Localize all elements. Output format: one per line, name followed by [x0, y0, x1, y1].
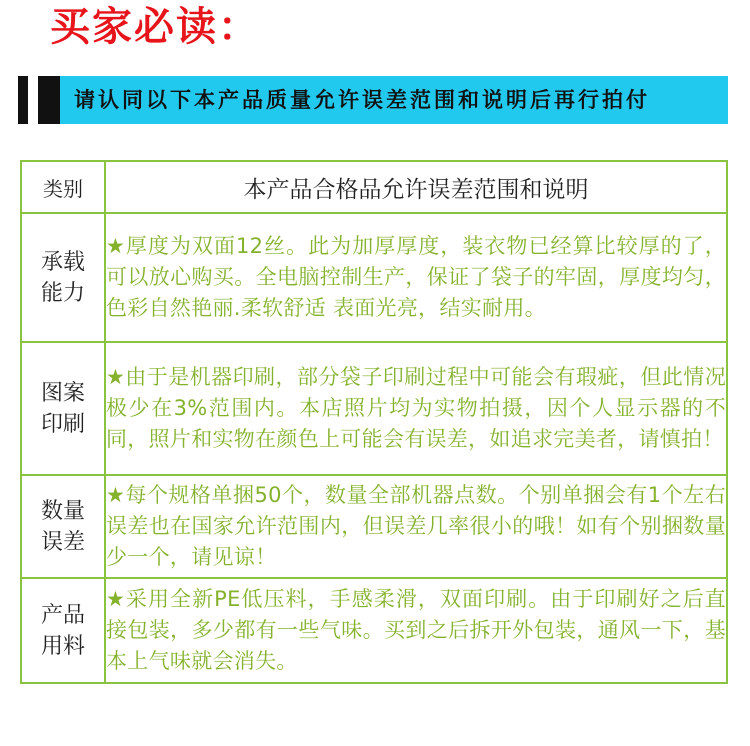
- tolerance-table: [20, 160, 728, 684]
- banner-text: 请认同以下本产品质量允许误差范围和说明后再行拍付: [74, 87, 650, 112]
- banner-accent-bar: [18, 76, 28, 124]
- row-category: [21, 578, 105, 683]
- row-category: [21, 475, 105, 578]
- category-line: 误差: [40, 529, 85, 555]
- row-description: ★采用全新PE低压料，手感柔滑，双面印刷。由于印刷好之后直接包装，多少都有一些气味。买到之后拆开外包装，通风一下，基本上气味就会消失。: [105, 578, 727, 683]
- table-row: [21, 213, 727, 342]
- row-description: ★厚度为双面12丝。此为加厚厚度，装衣物已经算比较厚的了，可以放心购买。全电脑控制生产，保证了袋子的牢固，厚度均匀，色彩自然艳丽.柔软舒适 表面光亮，结实耐用。: [105, 213, 727, 342]
- category-line: 承载: [40, 249, 85, 275]
- table-row: [21, 578, 727, 683]
- category-line: 图案: [40, 380, 85, 406]
- row-category: [21, 213, 105, 342]
- row-description: ★每个规格单捆50个，数量全部机器点数。个别单捆会有1个左右误差也在国家允许范围内，但误差几率很小的哦！如有个别捆数量少一个，请见谅！: [105, 475, 727, 578]
- header-category: 类别: [21, 161, 105, 213]
- category-line: 产品: [40, 602, 85, 628]
- notice-banner: [18, 76, 728, 124]
- category-line: 数量: [40, 498, 85, 524]
- table-row: [21, 342, 727, 475]
- table-header-row: [21, 161, 727, 213]
- header-description: 本产品合格品允许误差范围和说明: [105, 161, 727, 213]
- row-description: ★由于是机器印刷，部分袋子印刷过程中可能会有瑕疵，但此情况极少在3%范围内。本店照片均为实物拍摄，因个人显示器的不同，照片和实物在颜色上可能会有误差，如追求完美者，请慎拍！: [105, 342, 727, 475]
- table-row: [21, 475, 727, 578]
- row-category: [21, 342, 105, 475]
- category-line: 印刷: [40, 411, 85, 437]
- category-line: 能力: [40, 280, 85, 306]
- page-title: 买家必读：: [50, 3, 260, 50]
- banner-body: [60, 76, 728, 124]
- banner-accent-bar: [38, 76, 60, 124]
- category-line: 用料: [40, 633, 85, 659]
